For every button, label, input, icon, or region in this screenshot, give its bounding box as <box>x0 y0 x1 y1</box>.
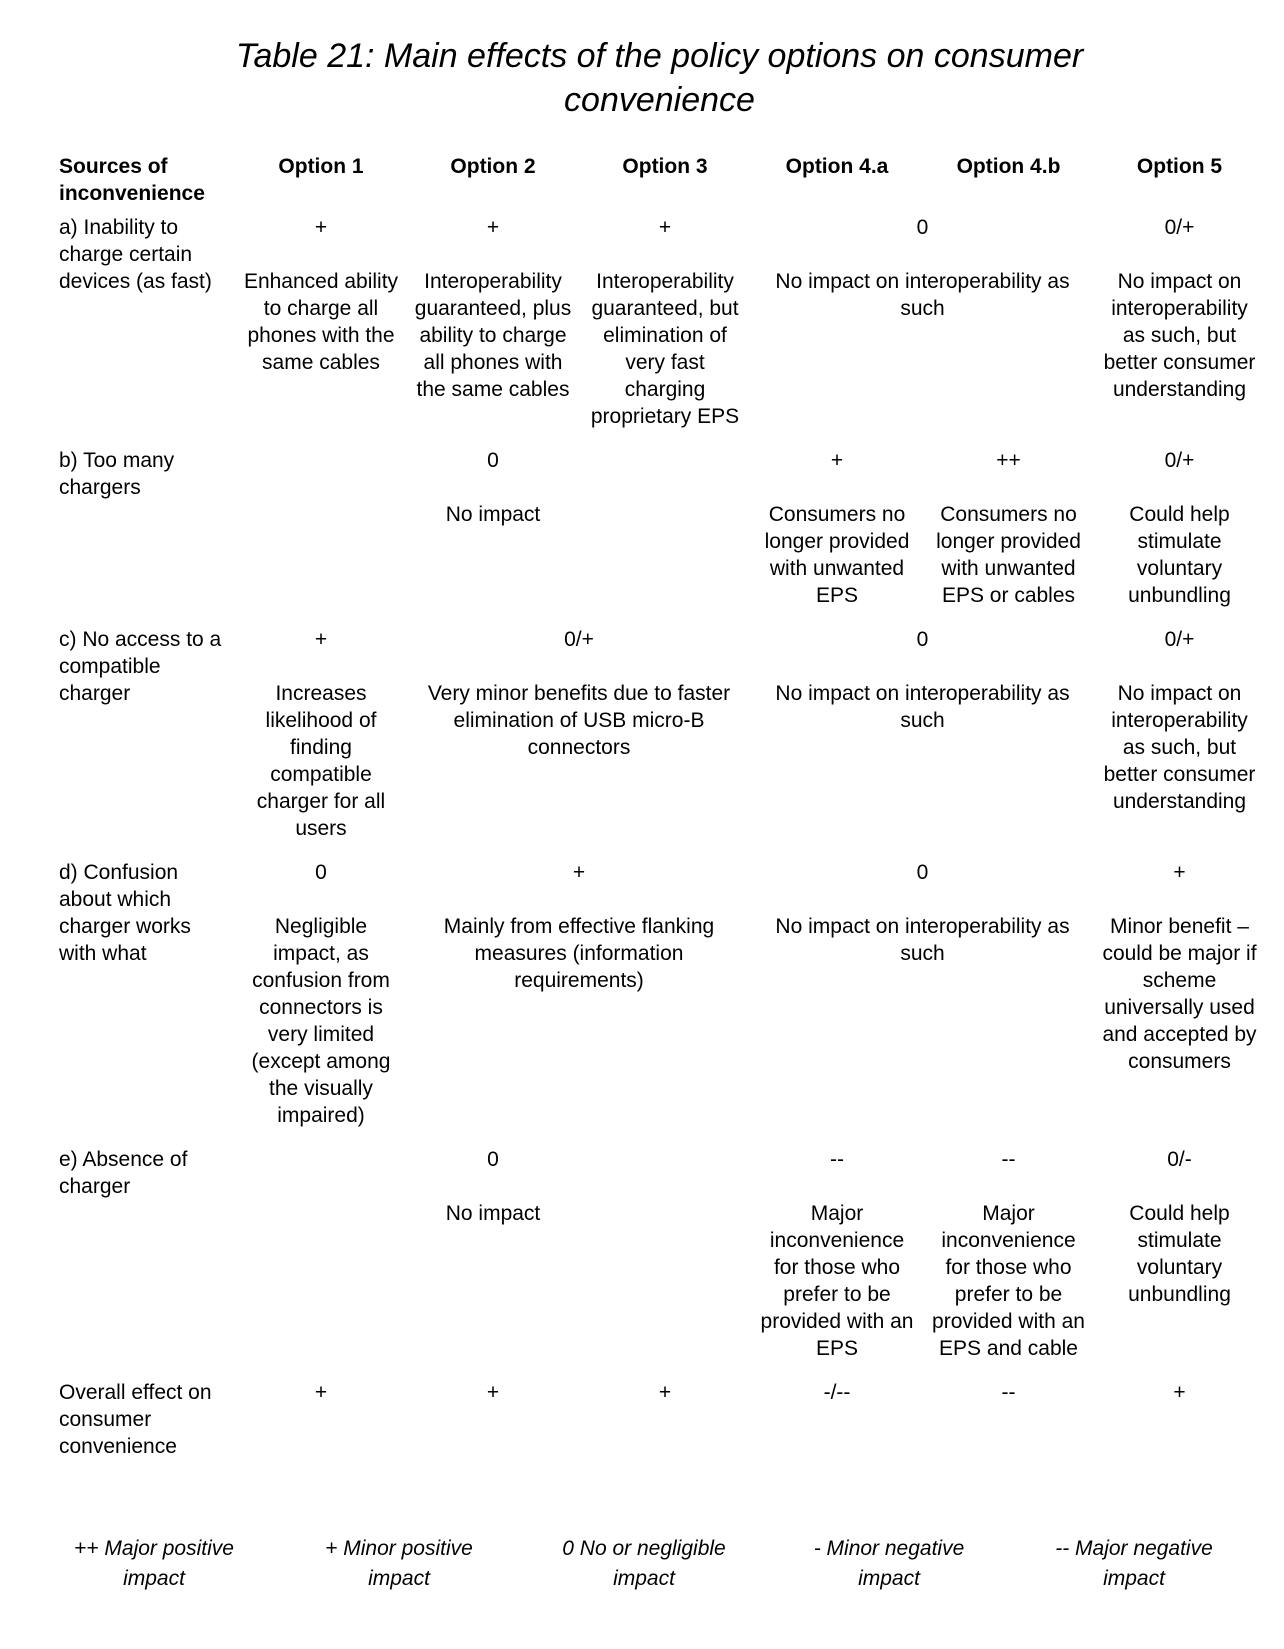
header-option-2: Option 2 <box>450 155 536 179</box>
effect-symbol: + <box>314 216 328 240</box>
effect-cell <box>751 1141 923 1374</box>
effect-symbol: -- <box>1001 1381 1016 1405</box>
effect-description: No impact on interoperability as such <box>775 915 1070 966</box>
effect-description: Could help stimulate voluntary unbundling <box>1128 1202 1231 1307</box>
effect-cell <box>407 209 579 442</box>
row-label: d) Confusion about which charger works with what <box>59 861 191 966</box>
effect-symbol: -- <box>830 1148 844 1172</box>
effect-cell <box>751 442 923 621</box>
header-option-3: Option 3 <box>622 155 708 179</box>
effect-cell <box>579 209 751 442</box>
table-row <box>55 854 1265 1141</box>
effect-description: Negligible impact, as confusion from connectors is very limited (except among the visually impaired) <box>251 915 391 1128</box>
effect-symbol: 0 <box>916 628 929 652</box>
table-title: Table 21: Main effects of the policy options on consumer convenience <box>235 37 1084 120</box>
effect-symbol: 0/- <box>1167 1148 1192 1172</box>
effect-cell <box>923 442 1094 621</box>
effect-symbol: 0/+ <box>564 628 594 652</box>
effect-cell <box>751 1374 923 1472</box>
effect-cell <box>407 854 751 1141</box>
legend-item: -- Major negative impact <box>1055 1537 1213 1591</box>
effect-description: Major inconvenience for those who prefer to be provided with an EPS and cable <box>932 1202 1085 1361</box>
effect-cell <box>1094 621 1265 854</box>
effect-description: No impact on interoperability as such <box>775 270 1070 321</box>
effect-cell <box>1094 209 1265 442</box>
header-option-1: Option 1 <box>278 155 364 179</box>
legend <box>55 1534 1233 1594</box>
effect-symbol: + <box>314 1381 328 1405</box>
header-option-5: Option 5 <box>1136 155 1223 179</box>
row-label: Overall effect on consumer convenience <box>59 1381 212 1459</box>
effect-cell <box>1094 854 1265 1141</box>
effect-cell <box>923 1141 1094 1374</box>
effect-description: Very minor benefits due to faster elimination of USB micro-B connectors <box>427 682 731 760</box>
header-sources-of-inconvenience: Sources of inconvenience <box>59 155 205 206</box>
effect-cell <box>751 209 1094 442</box>
legend-item: + Minor positive impact <box>325 1537 473 1591</box>
policy-options-table <box>55 148 1265 1472</box>
effect-symbol: ++ <box>996 449 1021 473</box>
table-row <box>55 442 1265 621</box>
effect-symbol: + <box>314 628 328 652</box>
effect-cell <box>1094 1141 1265 1374</box>
effect-description: No impact on interoperability as such, but better consumer understanding <box>1103 682 1256 814</box>
effect-symbol: 0 <box>916 216 929 240</box>
effect-symbol: + <box>658 216 672 240</box>
table-header-row <box>55 148 1265 209</box>
table-row <box>55 1374 1265 1472</box>
effect-symbol: + <box>830 449 844 473</box>
effect-description: Major inconvenience for those who prefer to be provided with an EPS <box>760 1202 914 1361</box>
effect-symbol: 0/+ <box>1164 449 1195 473</box>
effect-symbol: + <box>1173 1381 1186 1405</box>
effect-cell <box>1094 1374 1265 1472</box>
effect-description: No impact on interoperability as such, but better consumer understanding <box>1103 270 1256 402</box>
effect-cell <box>235 1141 751 1374</box>
effect-symbol: + <box>486 216 500 240</box>
effect-symbol: 0/+ <box>1164 216 1195 240</box>
effect-symbol: + <box>658 1381 672 1405</box>
effect-cell <box>1094 442 1265 621</box>
effect-cell <box>407 1374 579 1472</box>
effect-description: Enhanced ability to charge all phones with the same cables <box>243 270 399 375</box>
legend-item: ++ Major positive impact <box>74 1537 234 1591</box>
effect-cell <box>235 1374 407 1472</box>
table-row <box>55 1141 1265 1374</box>
effect-description: Consumers no longer provided with unwanted EPS or cables <box>936 503 1081 608</box>
effect-cell <box>235 621 407 854</box>
effect-description: Minor benefit – could be major if scheme universally used and accepted by consumers <box>1102 915 1257 1074</box>
header-option-4-b: Option 4.b <box>956 155 1061 179</box>
effect-symbol: 0 <box>487 449 499 473</box>
effect-description: Consumers no longer provided with unwanted EPS <box>764 503 910 608</box>
effect-cell <box>751 854 1094 1141</box>
legend-item: 0 No or negligible impact <box>562 1537 726 1591</box>
effect-description: Could help stimulate voluntary unbundling <box>1128 503 1231 608</box>
effect-symbol: 0 <box>487 1148 499 1172</box>
effect-symbol: + <box>572 861 586 885</box>
effect-description: Interoperability guaranteed, plus ability to charge all phones with the same cables <box>414 270 572 402</box>
effect-symbol: + <box>1173 861 1186 885</box>
effect-description: Mainly from effective flanking measures (information requirements) <box>443 915 715 993</box>
row-label: e) Absence of charger <box>59 1148 188 1199</box>
effect-cell <box>235 442 751 621</box>
effect-symbol: 0 <box>916 861 929 885</box>
table-row <box>55 209 1265 442</box>
effect-symbol: 0/+ <box>1164 628 1195 652</box>
effect-symbol: -- <box>1001 1148 1016 1172</box>
effect-description: No impact <box>445 1202 541 1226</box>
effect-description: No impact <box>445 503 541 527</box>
row-label: c) No access to a compatible charger <box>59 628 222 706</box>
effect-symbol: + <box>486 1381 500 1405</box>
effect-description: No impact on interoperability as such <box>775 682 1070 733</box>
table-row <box>55 621 1265 854</box>
effect-description: Interoperability guaranteed, but elimination of very fast charging proprietary EPS <box>590 270 740 429</box>
effect-symbol: -/-- <box>823 1381 851 1405</box>
effect-cell <box>407 621 751 854</box>
row-label: a) Inability to charge certain devices (as fast) <box>59 216 212 294</box>
effect-description: Increases likelihood of finding compatible charger for all users <box>256 682 386 841</box>
effect-cell <box>579 1374 751 1472</box>
effect-cell <box>235 209 407 442</box>
effect-cell <box>751 621 1094 854</box>
effect-symbol: 0 <box>315 861 327 885</box>
effect-cell <box>923 1374 1094 1472</box>
row-label: b) Too many chargers <box>59 449 175 500</box>
header-option-4-a: Option 4.a <box>785 155 889 179</box>
effect-cell <box>235 854 407 1141</box>
legend-item: - Minor negative impact <box>813 1537 965 1591</box>
